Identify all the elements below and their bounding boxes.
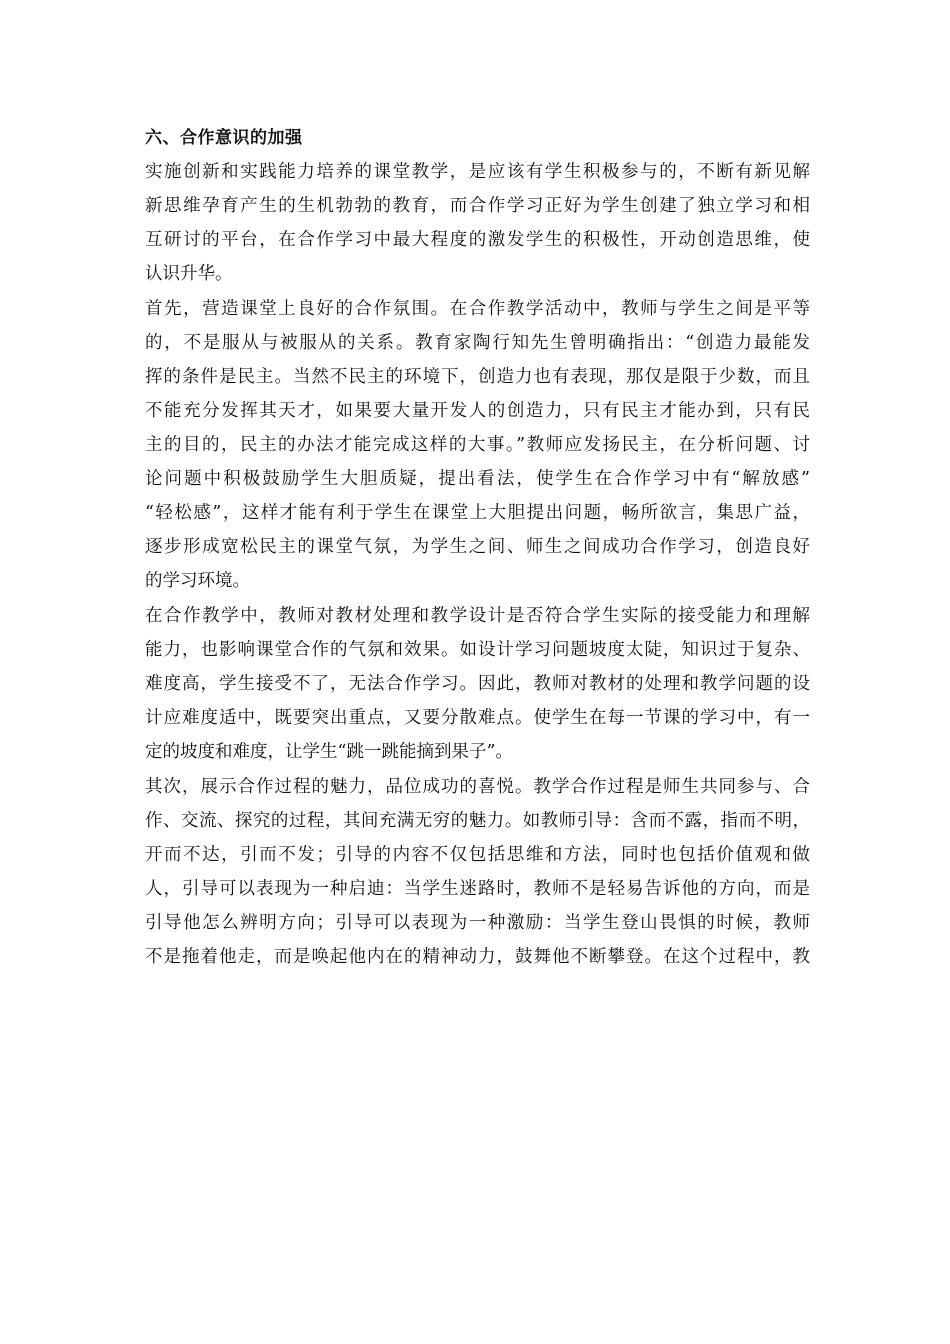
paragraph-line: 的学习环境。 (145, 571, 250, 591)
paragraph-line: 其次，展示合作过程的魅力，品位成功的喜悦。教学合作过程是师生共同参与、合 (145, 777, 810, 797)
paragraph-atmosphere (145, 292, 810, 598)
paragraph-line: 定的坡度和难度，让学生“跳一跳能摘到果子”。 (145, 742, 513, 762)
paragraph-line: 互研讨的平台，在合作学习中最大程度的激发学生的积极性，开动创造思维，使 (145, 230, 810, 250)
paragraph-line: 能力，也影响课堂合作的气氛和效果。如设计学习问题坡度太陡，知识过于复杂、 (145, 640, 810, 660)
paragraph-line: 逐步形成宽松民主的课堂气氛，为学生之间、师生之间成功合作学习，创造良好 (145, 537, 810, 557)
paragraph-line: 实施创新和实践能力培养的课堂教学，是应该有学生积极参与的，不断有新见解 (145, 162, 810, 182)
paragraph-materials (145, 599, 810, 769)
paragraph-line: 引导他怎么辨明方向；引导可以表现为一种激励：当学生登山畏惧的时候，教师 (145, 913, 810, 933)
paragraph-line: 首先，营造课堂上良好的合作氛围。在合作教学活动中，教师与学生之间是平等 (145, 299, 810, 319)
paragraph-intro (145, 155, 810, 291)
section-heading: 六、合作意识的加强 (145, 128, 303, 148)
paragraph-line: 作、交流、探究的过程，其间充满无穷的魅力。如教师引导：含而不露，指而不明， (145, 811, 810, 831)
paragraph-line: 新思维孕育产生的生机勃勃的教育，而合作学习正好为学生创建了独立学习和相 (145, 196, 810, 216)
paragraph-line: 在合作教学中，教师对教材处理和教学设计是否符合学生实际的接受能力和理解 (145, 606, 810, 626)
paragraph-line: 计应难度适中，既要突出重点，又要分散难点。使学生在每一节课的学习中，有一 (145, 708, 810, 728)
paragraph-line: 挥的条件是民主。当然不民主的环境下，创造力也有表现，那仅是限于少数，而且 (145, 367, 810, 387)
paragraph-line: 人，引导可以表现为一种启迪：当学生迷路时，教师不是轻易告诉他的方向，而是 (145, 879, 810, 899)
paragraph-line: 论问题中积极鼓励学生大胆质疑，提出看法，使学生在合作学习中有“解放感” (145, 469, 810, 489)
paragraph-line: 不是拖着他走，而是唤起他内在的精神动力，鼓舞他不断攀登。在这个过程中，教 (145, 947, 810, 967)
paragraph-line: 不能充分发挥其天才，如果要大量开发人的创造力，只有民主才能办到，只有民 (145, 401, 810, 421)
document-body (145, 121, 810, 975)
paragraph-line: “轻松感”，这样才能有利于学生在课堂上大胆提出问题，畅所欲言，集思广益， (145, 503, 810, 523)
paragraph-line: 难度高，学生接受不了，无法合作学习。因此，教师对教材的处理和教学问题的设 (145, 674, 810, 694)
paragraph-line: 开而不达，引而不发；引导的内容不仅包括思维和方法，同时也包括价值观和做 (145, 845, 810, 865)
paragraph-line: 认识升华。 (145, 264, 233, 284)
paragraph-line: 主的目的，民主的办法才能完成这样的大事。”教师应发扬民主，在分析问题、讨 (145, 435, 810, 455)
paragraph-process (145, 770, 810, 974)
paragraph-line: 的，不是服从与被服从的关系。教育家陶行知先生曾明确指出：“创造力最能发 (145, 333, 810, 353)
